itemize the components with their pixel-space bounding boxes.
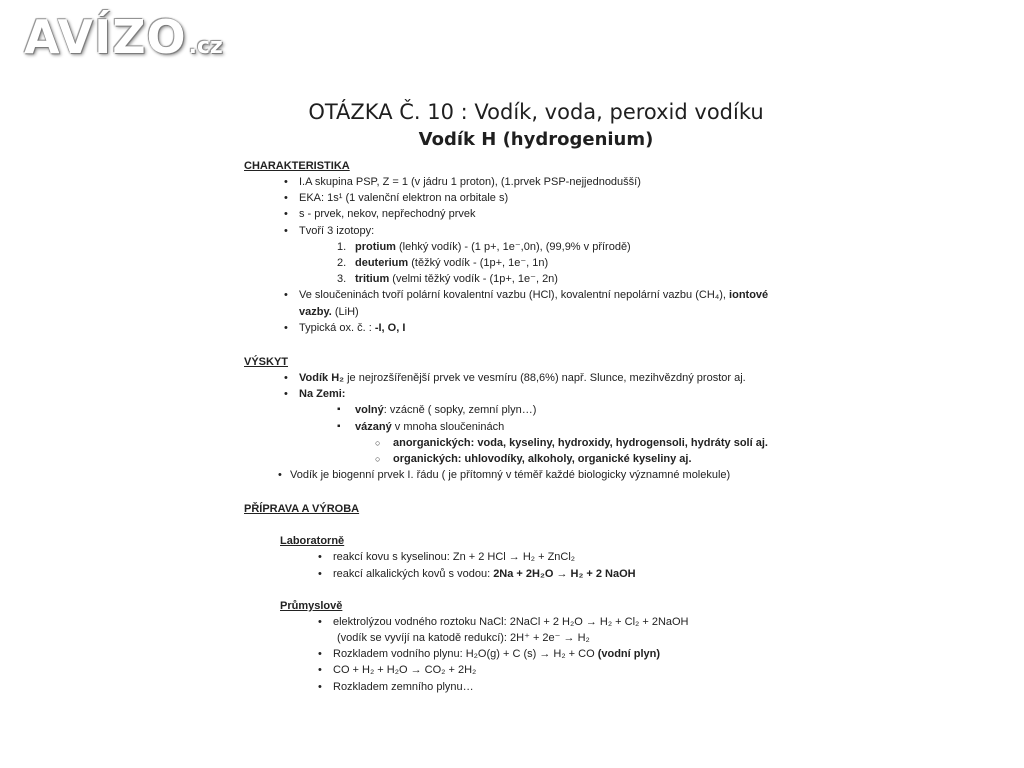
list-item xyxy=(284,370,804,386)
section-vyskyt-heading: VÝSKYT xyxy=(244,356,289,369)
section-charakteristika-heading: CHARAKTERISTIKA xyxy=(244,160,350,172)
isotopes-intro: Tvoří 3 izotopy: xyxy=(299,224,375,237)
industrial-heading: Průmyslově xyxy=(280,599,343,612)
list-item xyxy=(318,646,804,662)
water-gas-label: (vodní plyn) xyxy=(594,648,661,661)
bond-bold: iontové vazby. xyxy=(299,289,769,318)
list-item xyxy=(318,566,804,582)
inorganic-label: anorganických: xyxy=(393,436,475,449)
avizo-logo xyxy=(24,10,223,64)
organic-label: organických: xyxy=(393,453,462,466)
p1-equation: 2NaCl + 2 H₂O → H₂ + Cl₂ + 2NaOH xyxy=(509,615,689,628)
p2-text: Rozkladem vodního plynu: xyxy=(333,648,466,661)
isotope-number: 3. xyxy=(337,273,347,286)
list-item xyxy=(284,386,804,467)
isotope-name: protium xyxy=(355,240,396,253)
lab1-text: reakcí kovu s kyselinou: xyxy=(333,551,453,564)
cathode-note: (vodík se vyvíjí na katodě redukcí): 2H⁺ + 2e⁻ → H₂ xyxy=(337,632,590,645)
biogenic-list xyxy=(244,467,804,483)
list-item xyxy=(337,402,804,418)
hydrogen-bold: Vodík H₂ xyxy=(299,372,345,385)
list-item: • s - prvek, nekov, nepřechodný prvek xyxy=(284,206,804,222)
isotope-name: tritium xyxy=(355,273,390,286)
list-item xyxy=(284,320,804,336)
isotope-text: (velmi těžký vodík - (1p+, 1e⁻, 2n) xyxy=(389,273,558,286)
bond-text: Ve sloučeninách tvoří polární kovalentní vazbu (HCl), kovalentní nepolární vazbu (CH₄), xyxy=(299,289,730,302)
p2-equation: H₂O(g) + C (s) → H₂ + CO xyxy=(465,648,595,661)
free-label: volný xyxy=(355,404,384,417)
free-text: : vzácně ( sopky, zemní plyn…) xyxy=(383,404,537,417)
logo-tld: .cz xyxy=(188,34,223,59)
list-item xyxy=(375,435,804,451)
isotope-item xyxy=(337,239,804,255)
inorganic-text: voda, kyseliny, hydroxidy, hydrogensoli, hydráty solí aj. xyxy=(474,436,768,449)
isotope-text: (lehký vodík) - (1 p+, 1e⁻,0n), (99,9% v přírodě) xyxy=(395,240,631,253)
isotope-item xyxy=(337,271,804,287)
lab2-text: reakcí alkalických kovů s vodou: xyxy=(333,567,494,580)
industrial-list-2 xyxy=(244,646,804,693)
list-item-cut: • Rozkladem zemního plynu… xyxy=(318,679,804,685)
list-item xyxy=(337,419,804,468)
list-item xyxy=(284,223,804,288)
document-page xyxy=(244,98,804,704)
list-item: • EKA: 1s¹ (1 valenční elektron na orbitale s) xyxy=(284,190,804,206)
lab-list xyxy=(244,549,804,581)
isotope-list xyxy=(299,239,804,288)
industrial-list xyxy=(244,614,804,630)
list-item xyxy=(284,287,804,319)
bound-label: vázaný xyxy=(355,420,392,433)
lab-heading: Laboratorně xyxy=(280,535,345,548)
vyskyt-list xyxy=(244,370,804,467)
bound-text: v mnoha sloučeninách xyxy=(391,420,505,433)
lab2-equation: 2Na + 2H₂O → H₂ + 2 NaOH xyxy=(493,567,636,580)
list-item xyxy=(318,614,804,630)
p1-text: elektrolýzou vodného roztoku NaCl: xyxy=(333,615,510,628)
document-subtitle: Vodík H (hydrogenium) xyxy=(418,129,654,150)
list-item xyxy=(375,451,804,467)
ox-label: Typická ox. č. : xyxy=(299,321,375,334)
isotope-number: 2. xyxy=(337,257,347,270)
earth-sublist xyxy=(299,402,804,467)
compounds-sublist xyxy=(355,435,804,467)
ox-value: -I, O, I xyxy=(374,321,406,334)
list-item: • CO + H₂ + H₂O → CO₂ + 2H₂ xyxy=(318,662,804,678)
section-priprava-heading: PŘÍPRAVA A VÝROBA xyxy=(244,503,360,516)
isotope-item xyxy=(337,255,804,271)
on-earth-label: Na Zemi: xyxy=(299,388,346,401)
list-item: • Vodík je biogenní prvek I. řádu ( je přítomný v téměř každé biologicky významné molekule) xyxy=(278,467,804,483)
isotope-number: 1. xyxy=(337,240,347,253)
document-title: OTÁZKA Č. 10 : Vodík, voda, peroxid vodíku xyxy=(308,100,764,124)
charakteristika-list xyxy=(244,174,804,336)
logo-text: AVÍZO xyxy=(24,10,187,64)
isotope-name: deuterium xyxy=(355,257,409,270)
isotope-text: (těžký vodík - (1p+, 1e⁻, 1n) xyxy=(408,257,549,270)
lab1-equation: Zn + 2 HCl → H₂ + ZnCl₂ xyxy=(452,551,576,564)
list-item: • I.A skupina PSP, Z = 1 (v jádru 1 proton), (1.prvek PSP-nejjednodušší) xyxy=(284,174,804,190)
hydrogen-text: je nejrozšířenější prvek ve vesmíru (88,6%) např. Slunce, mezihvězdný prostor aj. xyxy=(344,372,746,385)
organic-text: uhlovodíky, alkoholy, organické kyseliny aj. xyxy=(461,453,692,466)
list-item xyxy=(318,549,804,565)
bond-tail: (LiH) xyxy=(331,305,359,318)
